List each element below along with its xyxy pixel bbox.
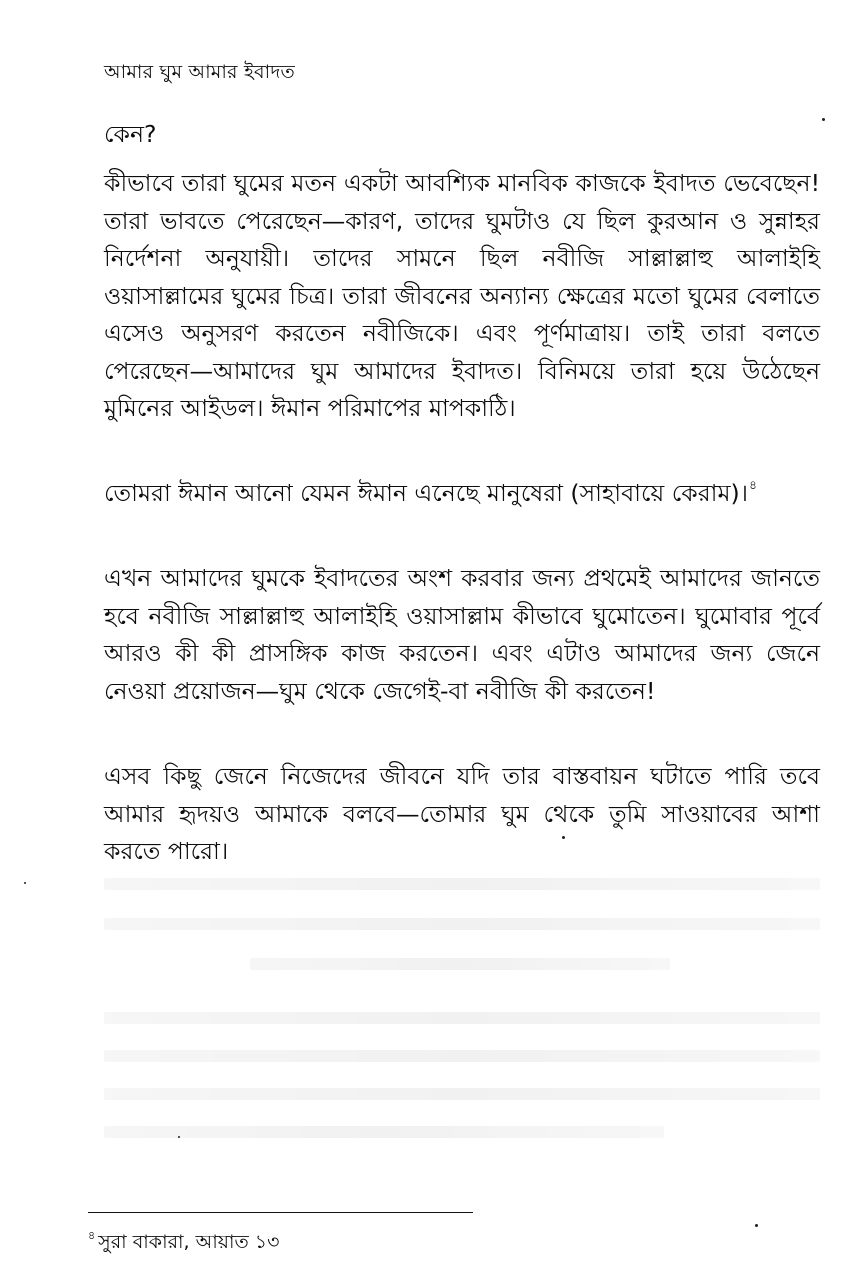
bleed-through-line — [104, 918, 820, 930]
footnote — [88, 1228, 279, 1260]
bleed-through-line — [104, 878, 820, 890]
bleed-through-line — [104, 1050, 820, 1062]
footnote-marker: ৪ — [88, 1229, 96, 1242]
scan-speck — [178, 1136, 180, 1138]
scan-speck — [822, 118, 825, 121]
scan-speck — [755, 1224, 758, 1227]
scan-speck — [562, 836, 565, 839]
question-line: কেন? — [104, 120, 157, 148]
paragraph-2-quote — [104, 475, 820, 513]
paragraph-1-text: কীভাবে তারা ঘুমের মতন একটা আবশ্যিক মানবিক কাজকে ইবাদত ভেবেছেন! তারা ভাবতে পেরেছেন—কারণ, তাদের ঘুমটাও যে ছিল কুরআন ও সুন্নাহর নির্দেশনা অনুযায়ী। তাদের সামনে ছিল নবীজি সাল্লাল্লাহু আলাইহি ওয়াসাল্লামের ঘুমের চিত্র। তারা জীবনের অন্যান্য ক্ষেত্রের মতো ঘুমের বেলাতে এসেও অনুসরণ করতেন নবীজিকে। এবং পূর্ণমাত্রায়। তাই তারা বলতে পেরেছেন—আমাদের ঘুম আমাদের ইবাদত। বিনিময়ে তারা হয়ে উঠেছেন মুমিনের আইডল। ঈমান পরিমাপের মাপকাঠি। — [104, 169, 820, 422]
paragraph-3 — [104, 560, 820, 710]
paragraph-3-text: এখন আমাদের ঘুমকে ইবাদতের অংশ করবার জন্য প্রথমেই আমাদের জানতে হবে নবীজি সাল্লাল্লাহু আলাইহি ওয়াসাল্লাম কীভাবে ঘুমোতেন। ঘুমোবার পূর্বে আরও কী কী প্রাসঙ্গিক কাজ করতেন। এবং এটাও আমাদের জন্য জেনে নেওয়া প্রয়োজন—ঘুম থেকে জেগেই-বা নবীজি কী করতেন! — [104, 564, 820, 705]
paragraph-4 — [104, 758, 820, 871]
paragraph-1 — [104, 165, 820, 428]
bleed-through-line — [250, 958, 670, 970]
paragraph-4-text: এসব কিছু জেনে নিজেদের জীবনে যদি তার বাস্তবায়ন ঘটাতে পারি তবে আমার হৃদয়ও আমাকে বলবে—তোমার ঘুম থেকে তুমি সাওয়াবের আশা করতে পারো। — [104, 762, 820, 865]
footnote-reference[interactable]: ৪ — [749, 478, 757, 492]
footnote-divider — [88, 1212, 473, 1213]
scan-speck — [24, 882, 26, 884]
bleed-through-line — [104, 1088, 820, 1100]
bleed-through-line — [104, 1012, 820, 1024]
footnote-text: সুরা বাকারা, আয়াত ১৩ — [98, 1231, 280, 1253]
running-head: আমার ঘুম আমার ইবাদত — [104, 61, 295, 83]
paragraph-2-container — [104, 475, 820, 513]
paragraph-2-text: তোমরা ঈমান আনো যেমন ঈমান এনেছে মানুষেরা (সাহাবায়ে কেরাম)। — [104, 479, 749, 507]
bleed-through-line — [104, 1126, 664, 1138]
